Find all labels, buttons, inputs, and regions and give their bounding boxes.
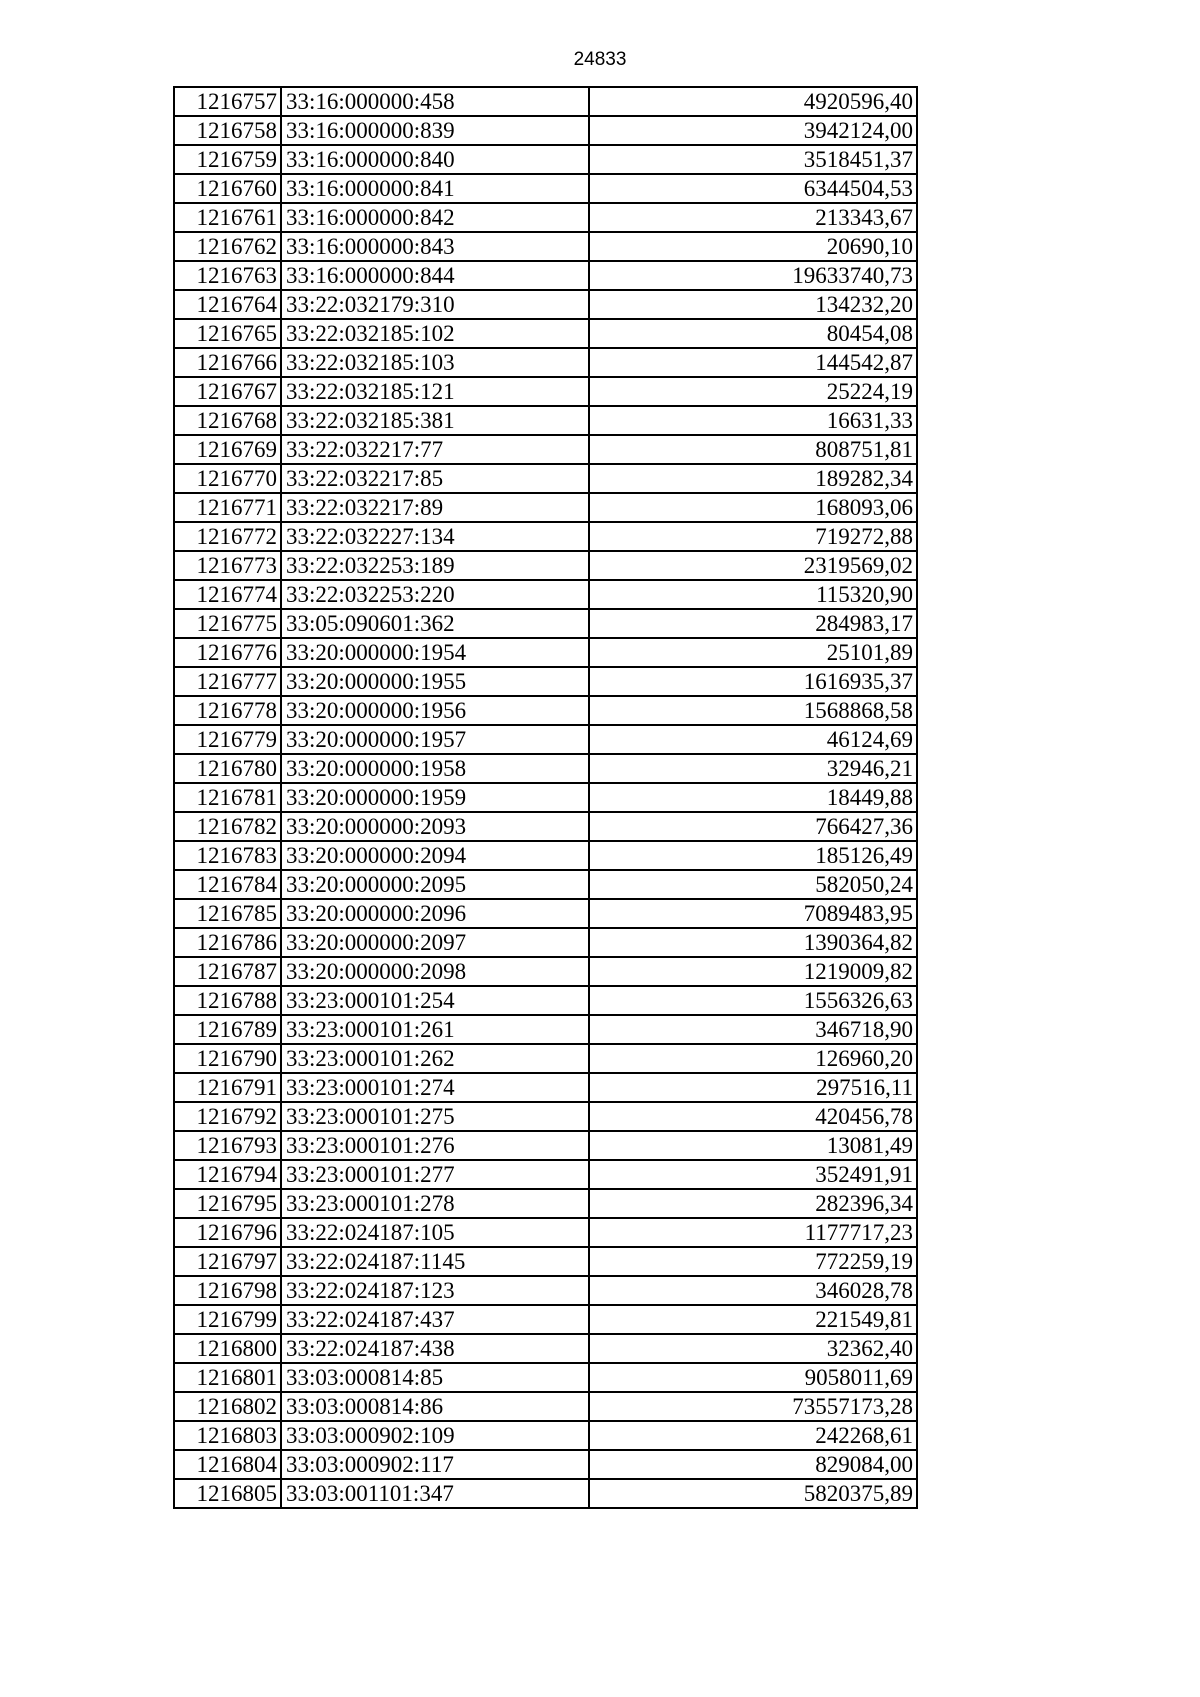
cadastral-value-cell: 352491,91 — [589, 1160, 917, 1189]
row-id-cell: 1216805 — [174, 1479, 281, 1508]
table-row — [174, 1247, 917, 1276]
row-id-cell: 1216781 — [174, 783, 281, 812]
cadastral-number-cell: 33:20:000000:1957 — [281, 725, 589, 754]
cadastral-value-cell: 80454,08 — [589, 319, 917, 348]
cadastral-value-cell: 2319569,02 — [589, 551, 917, 580]
table-row — [174, 174, 917, 203]
cadastral-value-table — [173, 86, 918, 1509]
row-id-cell: 1216798 — [174, 1276, 281, 1305]
cadastral-number-cell: 33:20:000000:1959 — [281, 783, 589, 812]
cadastral-value-cell: 346028,78 — [589, 1276, 917, 1305]
page-number: 24833 — [573, 49, 627, 70]
row-id-cell: 1216803 — [174, 1421, 281, 1450]
table-row — [174, 1102, 917, 1131]
cadastral-value-cell: 16631,33 — [589, 406, 917, 435]
cadastral-number-cell: 33:22:024187:105 — [281, 1218, 589, 1247]
cadastral-number-cell: 33:03:000902:109 — [281, 1421, 589, 1450]
cadastral-value-cell: 13081,49 — [589, 1131, 917, 1160]
table-row — [174, 638, 917, 667]
cadastral-number-cell: 33:03:001101:347 — [281, 1479, 589, 1508]
table-row — [174, 493, 917, 522]
cadastral-number-cell: 33:22:032185:121 — [281, 377, 589, 406]
cadastral-number-cell: 33:03:000902:117 — [281, 1450, 589, 1479]
table-row — [174, 1044, 917, 1073]
row-id-cell: 1216777 — [174, 667, 281, 696]
cadastral-value-cell: 134232,20 — [589, 290, 917, 319]
row-id-cell: 1216792 — [174, 1102, 281, 1131]
cadastral-value-cell: 213343,67 — [589, 203, 917, 232]
table-row — [174, 1189, 917, 1218]
table-body — [174, 87, 917, 1508]
cadastral-number-cell: 33:20:000000:2098 — [281, 957, 589, 986]
cadastral-value-cell: 284983,17 — [589, 609, 917, 638]
table-row — [174, 667, 917, 696]
table-row — [174, 1334, 917, 1363]
cadastral-number-cell: 33:16:000000:840 — [281, 145, 589, 174]
cadastral-value-cell: 282396,34 — [589, 1189, 917, 1218]
cadastral-value-cell: 32946,21 — [589, 754, 917, 783]
cadastral-number-cell: 33:05:090601:362 — [281, 609, 589, 638]
cadastral-number-cell: 33:16:000000:458 — [281, 87, 589, 116]
cadastral-number-cell: 33:22:032217:85 — [281, 464, 589, 493]
cadastral-value-cell: 420456,78 — [589, 1102, 917, 1131]
row-id-cell: 1216791 — [174, 1073, 281, 1102]
row-id-cell: 1216778 — [174, 696, 281, 725]
row-id-cell: 1216768 — [174, 406, 281, 435]
cadastral-number-cell: 33:22:032185:381 — [281, 406, 589, 435]
cadastral-number-cell: 33:20:000000:2093 — [281, 812, 589, 841]
row-id-cell: 1216762 — [174, 232, 281, 261]
cadastral-number-cell: 33:22:032217:89 — [281, 493, 589, 522]
cadastral-value-cell: 221549,81 — [589, 1305, 917, 1334]
table-row — [174, 522, 917, 551]
cadastral-value-cell: 3942124,00 — [589, 116, 917, 145]
row-id-cell: 1216774 — [174, 580, 281, 609]
table-row — [174, 725, 917, 754]
cadastral-value-cell: 126960,20 — [589, 1044, 917, 1073]
cadastral-number-cell: 33:22:032253:189 — [281, 551, 589, 580]
row-id-cell: 1216797 — [174, 1247, 281, 1276]
row-id-cell: 1216793 — [174, 1131, 281, 1160]
cadastral-value-cell: 25224,19 — [589, 377, 917, 406]
row-id-cell: 1216799 — [174, 1305, 281, 1334]
cadastral-value-cell: 346718,90 — [589, 1015, 917, 1044]
cadastral-value-cell: 1568868,58 — [589, 696, 917, 725]
cadastral-value-cell: 1219009,82 — [589, 957, 917, 986]
table-row — [174, 1421, 917, 1450]
table-row — [174, 1363, 917, 1392]
table-row — [174, 145, 917, 174]
cadastral-value-cell: 6344504,53 — [589, 174, 917, 203]
table-row — [174, 1015, 917, 1044]
cadastral-number-cell: 33:22:024187:1145 — [281, 1247, 589, 1276]
cadastral-number-cell: 33:22:024187:123 — [281, 1276, 589, 1305]
cadastral-number-cell: 33:22:032227:134 — [281, 522, 589, 551]
cadastral-number-cell: 33:16:000000:844 — [281, 261, 589, 290]
table-row — [174, 1392, 917, 1421]
table-row — [174, 841, 917, 870]
row-id-cell: 1216760 — [174, 174, 281, 203]
table-row — [174, 1131, 917, 1160]
table-row — [174, 203, 917, 232]
cadastral-value-cell: 32362,40 — [589, 1334, 917, 1363]
row-id-cell: 1216794 — [174, 1160, 281, 1189]
row-id-cell: 1216758 — [174, 116, 281, 145]
row-id-cell: 1216757 — [174, 87, 281, 116]
table-row — [174, 348, 917, 377]
table-row — [174, 87, 917, 116]
row-id-cell: 1216773 — [174, 551, 281, 580]
cadastral-value-cell: 766427,36 — [589, 812, 917, 841]
row-id-cell: 1216788 — [174, 986, 281, 1015]
cadastral-number-cell: 33:23:000101:261 — [281, 1015, 589, 1044]
cadastral-number-cell: 33:22:032185:102 — [281, 319, 589, 348]
row-id-cell: 1216780 — [174, 754, 281, 783]
table-row — [174, 754, 917, 783]
cadastral-number-cell: 33:23:000101:278 — [281, 1189, 589, 1218]
table-row — [174, 783, 917, 812]
table-row — [174, 609, 917, 638]
cadastral-number-cell: 33:23:000101:275 — [281, 1102, 589, 1131]
row-id-cell: 1216761 — [174, 203, 281, 232]
cadastral-number-cell: 33:22:032179:310 — [281, 290, 589, 319]
row-id-cell: 1216801 — [174, 1363, 281, 1392]
cadastral-value-cell: 19633740,73 — [589, 261, 917, 290]
cadastral-number-cell: 33:23:000101:277 — [281, 1160, 589, 1189]
table-row — [174, 1479, 917, 1508]
cadastral-number-cell: 33:16:000000:839 — [281, 116, 589, 145]
cadastral-value-cell: 1556326,63 — [589, 986, 917, 1015]
cadastral-value-cell: 185126,49 — [589, 841, 917, 870]
row-id-cell: 1216796 — [174, 1218, 281, 1247]
cadastral-number-cell: 33:22:032217:77 — [281, 435, 589, 464]
cadastral-value-cell: 1616935,37 — [589, 667, 917, 696]
row-id-cell: 1216771 — [174, 493, 281, 522]
cadastral-number-cell: 33:23:000101:276 — [281, 1131, 589, 1160]
cadastral-value-cell: 1390364,82 — [589, 928, 917, 957]
cadastral-number-cell: 33:20:000000:1955 — [281, 667, 589, 696]
table-row — [174, 116, 917, 145]
cadastral-value-cell: 189282,34 — [589, 464, 917, 493]
row-id-cell: 1216766 — [174, 348, 281, 377]
cadastral-value-cell: 808751,81 — [589, 435, 917, 464]
row-id-cell: 1216785 — [174, 899, 281, 928]
cadastral-value-cell: 829084,00 — [589, 1450, 917, 1479]
cadastral-value-cell: 9058011,69 — [589, 1363, 917, 1392]
cadastral-number-cell: 33:20:000000:2095 — [281, 870, 589, 899]
cadastral-number-cell: 33:20:000000:2094 — [281, 841, 589, 870]
table-row — [174, 1305, 917, 1334]
table-row — [174, 1218, 917, 1247]
row-id-cell: 1216763 — [174, 261, 281, 290]
table-row — [174, 957, 917, 986]
row-id-cell: 1216789 — [174, 1015, 281, 1044]
table-row — [174, 696, 917, 725]
cadastral-value-cell: 4920596,40 — [589, 87, 917, 116]
table-row — [174, 1160, 917, 1189]
cadastral-value-cell: 297516,11 — [589, 1073, 917, 1102]
cadastral-number-cell: 33:16:000000:843 — [281, 232, 589, 261]
row-id-cell: 1216779 — [174, 725, 281, 754]
row-id-cell: 1216795 — [174, 1189, 281, 1218]
table-row — [174, 870, 917, 899]
row-id-cell: 1216782 — [174, 812, 281, 841]
cadastral-value-cell: 20690,10 — [589, 232, 917, 261]
row-id-cell: 1216790 — [174, 1044, 281, 1073]
cadastral-value-cell: 772259,19 — [589, 1247, 917, 1276]
cadastral-value-cell: 3518451,37 — [589, 145, 917, 174]
cadastral-number-cell: 33:22:032253:220 — [281, 580, 589, 609]
row-id-cell: 1216804 — [174, 1450, 281, 1479]
table-row — [174, 1073, 917, 1102]
table-row — [174, 435, 917, 464]
cadastral-value-cell: 18449,88 — [589, 783, 917, 812]
cadastral-number-cell: 33:20:000000:1956 — [281, 696, 589, 725]
cadastral-value-cell: 7089483,95 — [589, 899, 917, 928]
cadastral-value-cell: 5820375,89 — [589, 1479, 917, 1508]
row-id-cell: 1216772 — [174, 522, 281, 551]
row-id-cell: 1216770 — [174, 464, 281, 493]
cadastral-value-cell: 719272,88 — [589, 522, 917, 551]
row-id-cell: 1216776 — [174, 638, 281, 667]
table-row — [174, 812, 917, 841]
table-row — [174, 232, 917, 261]
row-id-cell: 1216775 — [174, 609, 281, 638]
cadastral-number-cell: 33:20:000000:1954 — [281, 638, 589, 667]
row-id-cell: 1216767 — [174, 377, 281, 406]
row-id-cell: 1216769 — [174, 435, 281, 464]
cadastral-value-cell: 1177717,23 — [589, 1218, 917, 1247]
row-id-cell: 1216765 — [174, 319, 281, 348]
row-id-cell: 1216800 — [174, 1334, 281, 1363]
table-row — [174, 1450, 917, 1479]
cadastral-number-cell: 33:03:000814:86 — [281, 1392, 589, 1421]
cadastral-number-cell: 33:20:000000:2097 — [281, 928, 589, 957]
cadastral-number-cell: 33:20:000000:1958 — [281, 754, 589, 783]
cadastral-number-cell: 33:23:000101:262 — [281, 1044, 589, 1073]
cadastral-value-cell: 46124,69 — [589, 725, 917, 754]
table-row — [174, 261, 917, 290]
row-id-cell: 1216787 — [174, 957, 281, 986]
cadastral-number-cell: 33:16:000000:842 — [281, 203, 589, 232]
table-row — [174, 928, 917, 957]
row-id-cell: 1216786 — [174, 928, 281, 957]
cadastral-value-cell: 582050,24 — [589, 870, 917, 899]
table-row — [174, 551, 917, 580]
cadastral-number-cell: 33:03:000814:85 — [281, 1363, 589, 1392]
table-row — [174, 899, 917, 928]
table-row — [174, 464, 917, 493]
row-id-cell: 1216784 — [174, 870, 281, 899]
cadastral-number-cell: 33:16:000000:841 — [281, 174, 589, 203]
table-row — [174, 580, 917, 609]
row-id-cell: 1216802 — [174, 1392, 281, 1421]
row-id-cell: 1216783 — [174, 841, 281, 870]
cadastral-value-cell: 115320,90 — [589, 580, 917, 609]
cadastral-number-cell: 33:20:000000:2096 — [281, 899, 589, 928]
cadastral-number-cell: 33:23:000101:254 — [281, 986, 589, 1015]
row-id-cell: 1216764 — [174, 290, 281, 319]
cadastral-number-cell: 33:22:024187:437 — [281, 1305, 589, 1334]
cadastral-value-cell: 144542,87 — [589, 348, 917, 377]
cadastral-value-cell: 73557173,28 — [589, 1392, 917, 1421]
cadastral-value-cell: 25101,89 — [589, 638, 917, 667]
cadastral-number-cell: 33:22:032185:103 — [281, 348, 589, 377]
cadastral-number-cell: 33:22:024187:438 — [281, 1334, 589, 1363]
cadastral-value-cell: 242268,61 — [589, 1421, 917, 1450]
row-id-cell: 1216759 — [174, 145, 281, 174]
cadastral-value-cell: 168093,06 — [589, 493, 917, 522]
table-row — [174, 406, 917, 435]
table-row — [174, 986, 917, 1015]
table-row — [174, 377, 917, 406]
table-row — [174, 1276, 917, 1305]
table-row — [174, 290, 917, 319]
cadastral-number-cell: 33:23:000101:274 — [281, 1073, 589, 1102]
table-row — [174, 319, 917, 348]
